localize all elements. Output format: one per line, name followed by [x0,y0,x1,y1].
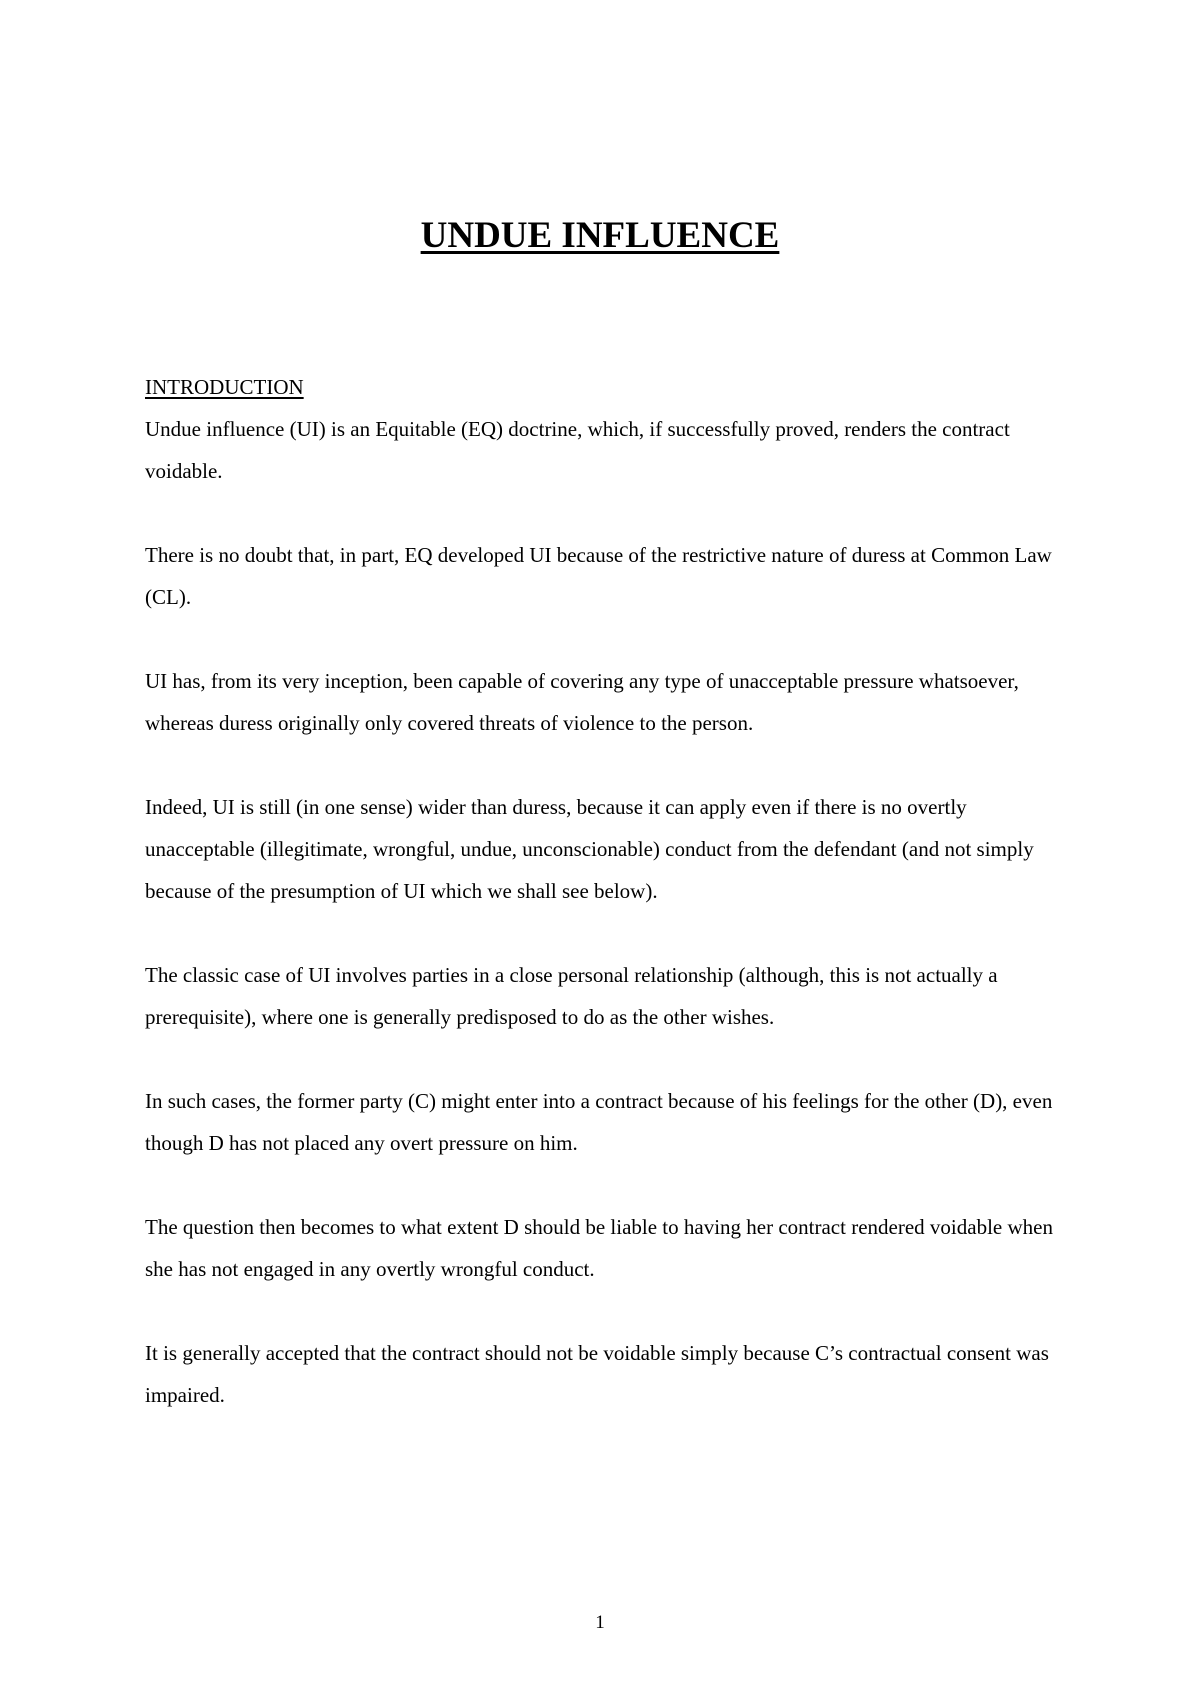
paragraph: UI has, from its very inception, been capable of covering any type of unacceptable pressure whatsoever, whereas duress originally only covered threats of violence to the person. [145,669,1019,735]
page-number: 1 [595,1612,605,1633]
paragraph: It is generally accepted that the contract should not be voidable simply because C’s contractual consent was impaired. [145,1341,1049,1407]
paragraph: Undue influence (UI) is an Equitable (EQ) doctrine, which, if successfully proved, renders the contract voidable. [145,417,1010,483]
section-heading-introduction: INTRODUCTION [145,375,304,399]
paragraph: The question then becomes to what extent D should be liable to having her contract rendered voidable when she has not engaged in any overtly wrongful conduct. [145,1215,1053,1281]
document-body [145,366,1065,1458]
paragraph: Indeed, UI is still (in one sense) wider than duress, because it can apply even if there is no overtly unacceptable (illegitimate, wrongful, undue, unconscionable) conduct from the defendant (and not simply because of the presumption of UI which we shall see below). [145,795,1034,903]
paragraph: The classic case of UI involves parties in a close personal relationship (although, this is not actually a prerequisite), where one is generally predisposed to do as the other wishes. [145,963,998,1029]
document-title: UNDUE INFLUENCE [420,215,780,256]
paragraph: There is no doubt that, in part, EQ developed UI because of the restrictive nature of duress at Common Law (CL). [145,543,1052,609]
paragraph: In such cases, the former party (C) might enter into a contract because of his feelings for the other (D), even though D has not placed any overt pressure on him. [145,1089,1053,1155]
